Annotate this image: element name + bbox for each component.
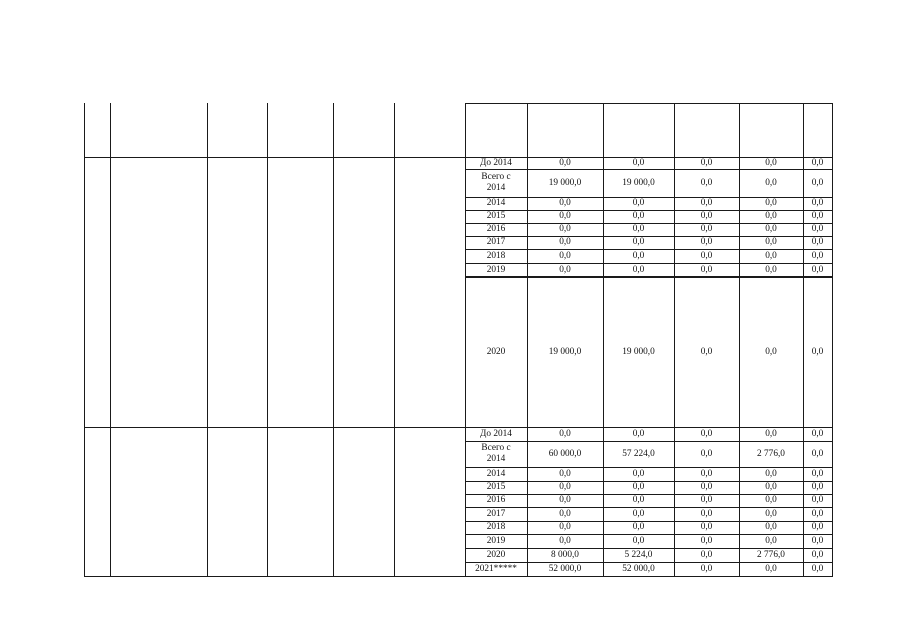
value-cell: 0,0 — [700, 482, 713, 492]
value-cell: 8 000,0 — [551, 549, 579, 560]
value-cell: 0,0 — [632, 198, 645, 208]
value-cell: 0,0 — [811, 468, 824, 479]
year-cell: 2015 — [486, 211, 506, 221]
value-cell: 0,0 — [811, 211, 824, 221]
row-rule — [465, 263, 833, 264]
value-cell: 0,0 — [811, 549, 824, 560]
row-rule — [465, 223, 833, 224]
value-cell: 0,0 — [811, 522, 824, 532]
year-cell: 2017 — [486, 508, 506, 519]
value-cell: 0,0 — [811, 428, 824, 439]
value-cell: 0,0 — [632, 508, 645, 519]
value-cell: 0,0 — [700, 522, 713, 532]
value-cell: 0,0 — [765, 508, 777, 519]
row-rule — [465, 494, 833, 495]
value-cell: 0,0 — [700, 237, 713, 247]
value-cell: 0,0 — [632, 428, 645, 439]
value-cell: 0,0 — [765, 563, 777, 574]
row-rule — [465, 534, 833, 535]
row-rule — [84, 576, 833, 577]
row-rule — [465, 210, 833, 211]
value-cell: 0,0 — [700, 177, 713, 188]
column-rule — [527, 103, 528, 576]
column-rule — [207, 103, 208, 576]
row-rule — [465, 169, 833, 170]
value-cell: 0,0 — [765, 198, 777, 208]
value-cell: 2 776,0 — [757, 549, 785, 560]
value-cell: 0,0 — [811, 177, 824, 188]
row-rule — [84, 427, 833, 428]
value-cell: 0,0 — [632, 522, 645, 532]
value-cell: 0,0 — [765, 346, 777, 357]
value-cell: 0,0 — [765, 522, 777, 532]
column-rule — [603, 103, 604, 576]
year-cell: 2016 — [486, 224, 506, 234]
value-cell: 19 000,0 — [622, 346, 655, 357]
value-cell: 0,0 — [559, 250, 571, 261]
value-cell: 57 224,0 — [622, 448, 655, 459]
year-cell: 2018 — [486, 522, 506, 532]
value-cell: 0,0 — [632, 264, 645, 275]
value-cell: 0,0 — [632, 468, 645, 479]
value-cell: 0,0 — [765, 535, 777, 546]
row-rule — [465, 562, 833, 563]
row-rule — [465, 103, 833, 104]
value-cell: 0,0 — [559, 495, 571, 505]
value-cell: 0,0 — [811, 508, 824, 519]
value-cell: 0,0 — [559, 264, 571, 275]
value-cell: 0,0 — [700, 198, 713, 208]
value-cell: 19 000,0 — [548, 177, 582, 188]
row-rule — [84, 157, 833, 158]
column-rule — [110, 103, 111, 576]
year-cell: До 2014 — [480, 428, 512, 439]
value-cell: 0,0 — [632, 237, 645, 247]
value-cell: 0,0 — [811, 224, 824, 234]
value-cell: 0,0 — [559, 198, 571, 208]
value-cell: 0,0 — [765, 428, 777, 439]
value-cell: 2 776,0 — [757, 448, 785, 459]
value-cell: 0,0 — [811, 198, 824, 208]
row-rule — [465, 521, 833, 522]
year-cell: До 2014 — [480, 157, 512, 168]
value-cell: 0,0 — [700, 224, 713, 234]
row-rule — [465, 276, 833, 277]
value-cell: 0,0 — [559, 535, 571, 546]
value-cell: 0,0 — [765, 264, 777, 275]
value-cell: 19 000,0 — [548, 346, 582, 357]
value-cell: 52 000,0 — [548, 563, 582, 574]
row-rule — [465, 481, 833, 482]
value-cell: 0,0 — [632, 211, 645, 221]
value-cell: 0,0 — [632, 535, 645, 546]
row-rule — [465, 249, 833, 250]
value-cell: 0,0 — [811, 250, 824, 261]
year-cell: 2014 — [486, 468, 506, 479]
value-cell: 0,0 — [765, 211, 777, 221]
value-cell: 52 000,0 — [622, 563, 655, 574]
value-cell: 0,0 — [559, 237, 571, 247]
value-cell: 0,0 — [700, 549, 713, 560]
value-cell: 0,0 — [811, 237, 824, 247]
year-cell: 2016 — [486, 495, 506, 505]
value-cell: 0,0 — [811, 346, 824, 357]
row-rule — [465, 277, 833, 278]
value-cell: 0,0 — [700, 346, 713, 357]
value-cell: 0,0 — [700, 563, 713, 574]
value-cell: 0,0 — [700, 157, 713, 168]
column-rule — [803, 103, 804, 576]
column-rule — [267, 103, 268, 576]
year-cell: 2014 — [486, 198, 506, 208]
column-rule — [674, 103, 675, 576]
year-cell: 2020 — [486, 549, 506, 560]
value-cell: 0,0 — [559, 522, 571, 532]
value-cell: 0,0 — [632, 495, 645, 505]
value-cell: 0,0 — [765, 482, 777, 492]
value-cell: 60 000,0 — [548, 448, 582, 459]
value-cell: 0,0 — [765, 157, 777, 168]
value-cell: 0,0 — [559, 482, 571, 492]
column-rule — [394, 103, 395, 576]
value-cell: 0,0 — [765, 237, 777, 247]
value-cell: 0,0 — [765, 495, 777, 505]
year-cell: 2018 — [486, 250, 506, 261]
year-cell: 2019 — [486, 264, 506, 275]
value-cell: 0,0 — [559, 224, 571, 234]
value-cell: 0,0 — [559, 211, 571, 221]
column-rule — [84, 103, 85, 576]
value-cell: 0,0 — [811, 264, 824, 275]
value-cell: 0,0 — [559, 468, 571, 479]
value-cell: 5 224,0 — [624, 549, 653, 560]
value-cell: 0,0 — [765, 468, 777, 479]
value-cell: 0,0 — [765, 250, 777, 261]
row-rule — [465, 467, 833, 468]
row-rule — [465, 197, 833, 198]
column-rule — [465, 103, 466, 576]
value-cell: 0,0 — [700, 428, 713, 439]
value-cell: 0,0 — [700, 264, 713, 275]
value-cell: 0,0 — [811, 535, 824, 546]
value-cell: 0,0 — [811, 563, 824, 574]
value-cell: 0,0 — [765, 224, 777, 234]
row-rule — [465, 441, 833, 442]
column-rule — [333, 103, 334, 576]
year-cell: 2019 — [486, 535, 506, 546]
year-cell: Всего с 2014 — [481, 443, 511, 464]
value-cell: 0,0 — [700, 250, 713, 261]
value-cell: 0,0 — [700, 211, 713, 221]
value-cell: 0,0 — [632, 482, 645, 492]
column-rule — [832, 103, 833, 576]
value-cell: 0,0 — [632, 157, 645, 168]
value-cell: 19 000,0 — [622, 177, 655, 188]
value-cell: 0,0 — [632, 224, 645, 234]
row-rule — [465, 548, 833, 549]
column-rule — [739, 103, 740, 576]
row-rule — [465, 507, 833, 508]
value-cell: 0,0 — [765, 177, 777, 188]
year-cell: 2021***** — [475, 563, 517, 574]
value-cell: 0,0 — [811, 482, 824, 492]
value-cell: 0,0 — [700, 448, 713, 459]
value-cell: 0,0 — [632, 250, 645, 261]
value-cell: 0,0 — [559, 428, 571, 439]
value-cell: 0,0 — [700, 508, 713, 519]
value-cell: 0,0 — [700, 495, 713, 505]
value-cell: 0,0 — [811, 157, 824, 168]
value-cell: 0,0 — [559, 508, 571, 519]
row-rule — [465, 236, 833, 237]
value-cell: 0,0 — [559, 157, 571, 168]
year-cell: 2017 — [486, 237, 506, 247]
value-cell: 0,0 — [811, 495, 824, 505]
year-cell: 2015 — [486, 482, 506, 492]
value-cell: 0,0 — [811, 448, 824, 459]
value-cell: 0,0 — [700, 468, 713, 479]
value-cell: 0,0 — [700, 535, 713, 546]
year-cell: 2020 — [486, 346, 506, 357]
year-cell: Всего с 2014 — [481, 172, 511, 193]
